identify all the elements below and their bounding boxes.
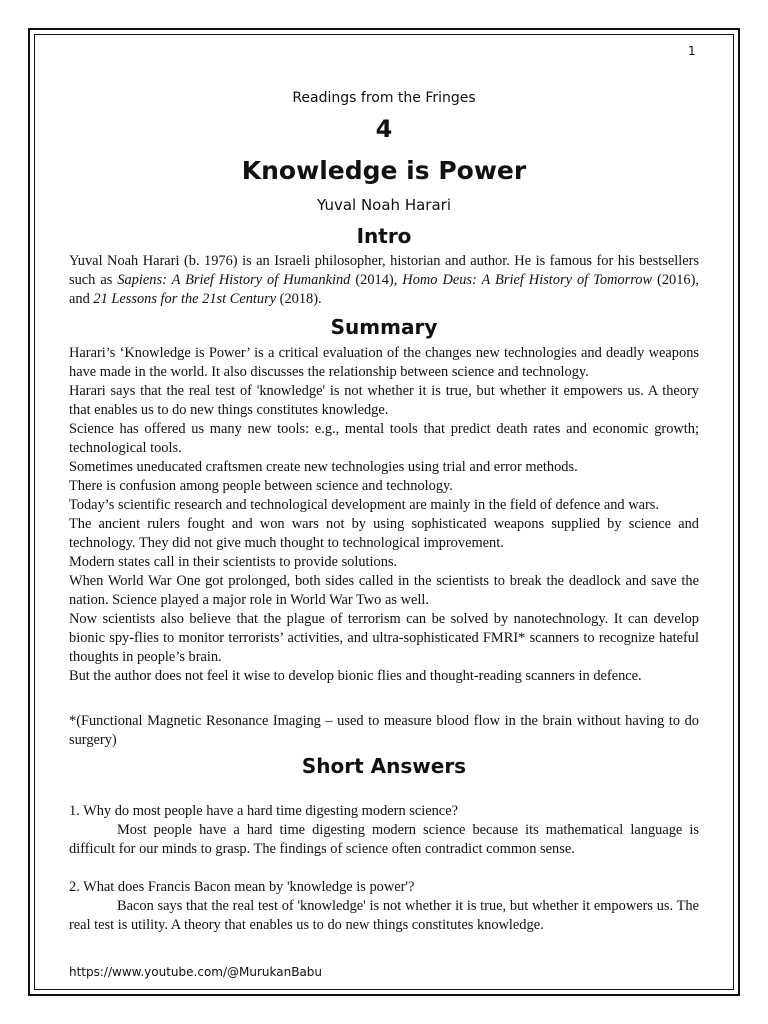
summary-paragraph: There is confusion among people between science and technology. [69,478,453,494]
summary-paragraph: But the author does not feel it wise to develop bionic flies and thought-reading scanners in defence. [69,668,642,684]
summary-paragraph: Science has offered us many new tools: e.g., mental tools that predict death rates and economic growth; technological tools. [69,421,699,456]
intro-text-1: Yuval Noah Harari (b. 1976) is an Israeli philosopher, historian and author. He is famous for his bestsellers such as [69,253,699,288]
book-title-homo-deus: Homo Deus: A Brief History of Tomorrow [402,272,653,288]
intro-heading: Intro [356,224,412,248]
intro-text-3: (2016), and [69,272,700,307]
summary-paragraph: The ancient rulers fought and won wars not by using sophisticated weapons supplied by science and technology. They did not give much thought to technological improvement. [69,516,699,551]
footnote: *(Functional Magnetic Resonance Imaging – used to measure blood flow in the brain without having to do surgery) [69,713,699,748]
summary-paragraph: Sometimes uneducated craftsmen create new technologies using trial and error methods. [69,459,578,475]
book-title-21-lessons: 21 Lessons for the 21st Century [93,291,277,307]
intro-text-2: (2014), [350,272,403,288]
spacer [69,859,699,878]
answer-2: Bacon says that the real test of 'knowledge' is not whether it is true, but whether it empowers us. The real test is utility. A theory that enables us to do new things constitutes knowledge. [69,898,699,933]
summary-paragraph: Harari’s ‘Knowledge is Power’ is a critical evaluation of the changes new technologies and deadly weapons have made in the world. It also discusses the relationship between science and technology. [69,345,699,380]
series-title: Readings from the Fringes [292,90,476,106]
page-number: 1 [688,44,696,58]
summary-section [69,344,699,686]
intro-paragraph [69,252,699,309]
summary-paragraph: Modern states call in their scientists to provide solutions. [69,554,398,570]
book-title-sapiens: Sapiens: A Brief History of Humankind [117,272,351,288]
question-2: 2. What does Francis Bacon mean by 'knowledge is power'? [69,879,415,895]
author-name: Yuval Noah Harari [317,196,451,214]
summary-paragraph: Now scientists also believe that the plague of terrorism can be solved by nanotechnology. It can develop bionic spy-flies to monitor terrorists’ activities, and ultra-sophisticated FMRI* scanners to recognize hateful thoughts in people’s brain. [69,611,699,665]
summary-paragraph: Harari says that the real test of 'knowledge' is not whether it is true, but whether it empowers us. A theory that enables us to do new things constitutes knowledge. [69,383,699,418]
chapter-title: Knowledge is Power [241,156,527,185]
chapter-number: 4 [375,115,393,143]
summary-heading: Summary [330,315,438,339]
answer-1: Most people have a hard time digesting modern science because its mathematical language is difficult for our minds to grasp. The findings of science often contradict common sense. [69,822,699,857]
summary-paragraph: When World War One got prolonged, both sides called in the scientists to break the deadlock and save the nation. Science played a major role in World War Two as well. [69,573,699,608]
question-1: 1. Why do most people have a hard time digesting modern science? [69,803,458,819]
short-answers-heading: Short Answers [301,754,467,778]
footer-link[interactable]: https://www.youtube.com/@MurukanBabu [69,965,323,979]
intro-text-4: (2018). [276,291,322,307]
short-answers-section [69,802,699,935]
summary-paragraph: Today’s scientific research and technological development are mainly in the field of defence and wars. [69,497,659,513]
